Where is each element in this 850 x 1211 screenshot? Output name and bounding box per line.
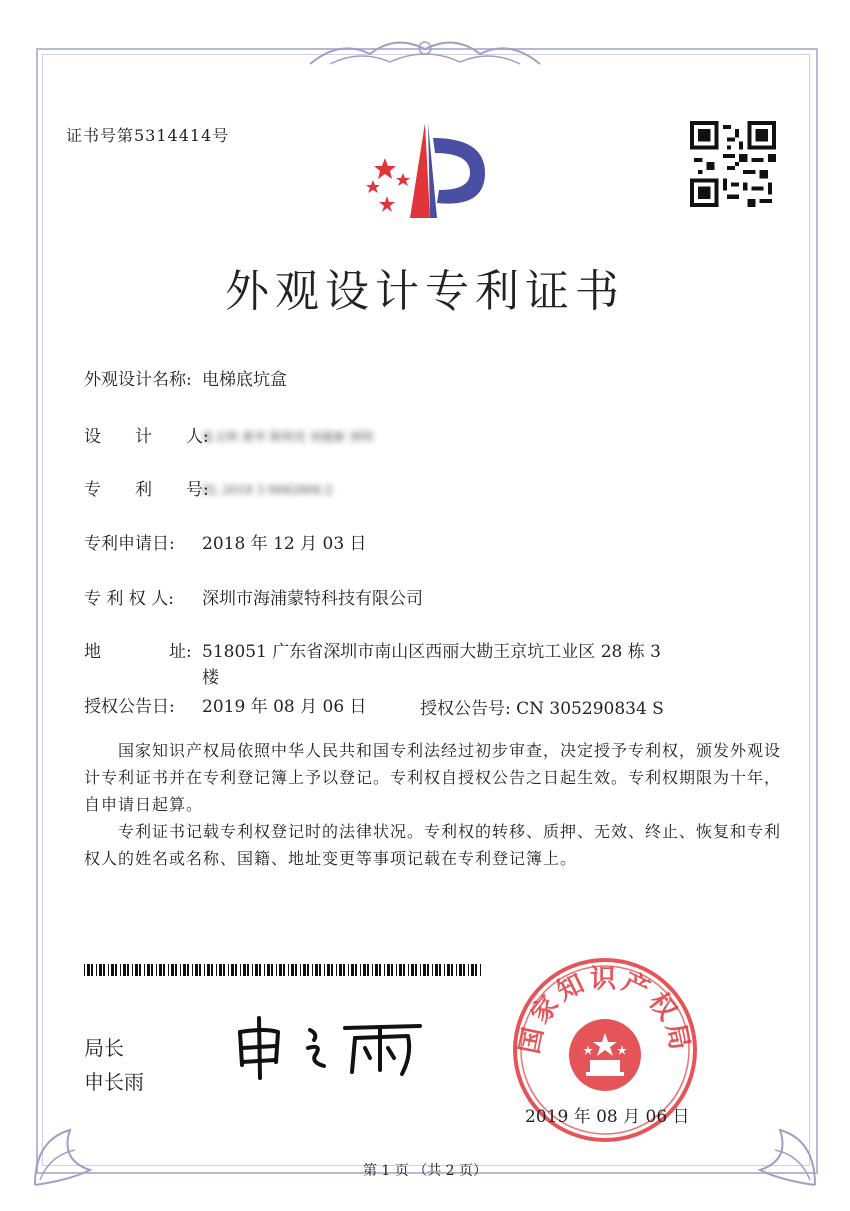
certificate-title: 外观设计专利证书	[225, 266, 625, 317]
patent-number-value: ZL 2018 3 0682806.2	[202, 483, 333, 497]
cnipa-logo-icon	[355, 118, 495, 228]
application-date-row	[84, 531, 367, 557]
top-ornament	[300, 34, 550, 74]
address-value: 518051 广东省深圳市南山区西丽大勘王京坑工业区 28 栋 3 楼	[202, 642, 661, 688]
address-label: 地 址:	[84, 642, 192, 662]
patentee-value: 深圳市海浦蒙特科技有限公司	[202, 589, 423, 609]
director-title: 局长	[84, 1036, 124, 1060]
qr-code-icon	[690, 120, 776, 208]
grant-number-value: CN 305290834 S	[516, 699, 664, 719]
legal-paragraph-2: 专利证书记载专利权登记时的法律状况。专利权的转移、质押、无效、终止、恢复和专利权人的姓名或名称、国籍、地址变更等事项记载在专利登记簿上。	[84, 822, 782, 868]
grant-number-row	[420, 694, 664, 719]
patentee-label: 专 利 权 人:	[84, 589, 174, 609]
designer-label: 设 计 人:	[84, 427, 209, 447]
application-date-value: 2018 年 12 月 03 日	[202, 534, 367, 554]
grant-date-row	[84, 694, 367, 720]
designer-row	[84, 424, 373, 450]
director-name: 申长雨	[84, 1070, 144, 1094]
barcode-icon	[84, 964, 484, 976]
page-footer: 第 1 页 （共 2 页）	[362, 1163, 488, 1179]
design-name-label: 外观设计名称:	[84, 370, 192, 390]
seal-date: 2019 年 08 月 06 日	[525, 1107, 690, 1127]
patentee-row	[84, 586, 423, 612]
legal-paragraph-1: 国家知识产权局依照中华人民共和国专利法经过初步审查，决定授予专利权，颁发外观设计专利证书并在专利登记簿上予以登记。专利权自授权公告之日起生效。专利权期限为十年，自申请日起算。	[84, 741, 782, 814]
design-name-value: 电梯底坑盒	[202, 370, 287, 390]
grant-date-value: 2019 年 08 月 06 日	[202, 697, 367, 717]
application-date-label: 专利申请日:	[84, 534, 175, 554]
grant-number-label: 授权公告号:	[420, 699, 511, 719]
director-signature-icon	[230, 1010, 430, 1080]
patent-number-label: 专 利 号:	[84, 480, 209, 500]
grant-date-label: 授权公告日:	[84, 697, 175, 717]
patent-number-row	[84, 477, 333, 503]
designer-value: 张文明 黄华 陈明亮 刘建新 周明	[202, 430, 374, 444]
design-name-row	[84, 367, 287, 393]
certificate-number: 证书号第5314414号	[66, 126, 230, 145]
address-row	[84, 639, 682, 691]
seal-text: 国家知识产权局	[514, 964, 696, 1057]
